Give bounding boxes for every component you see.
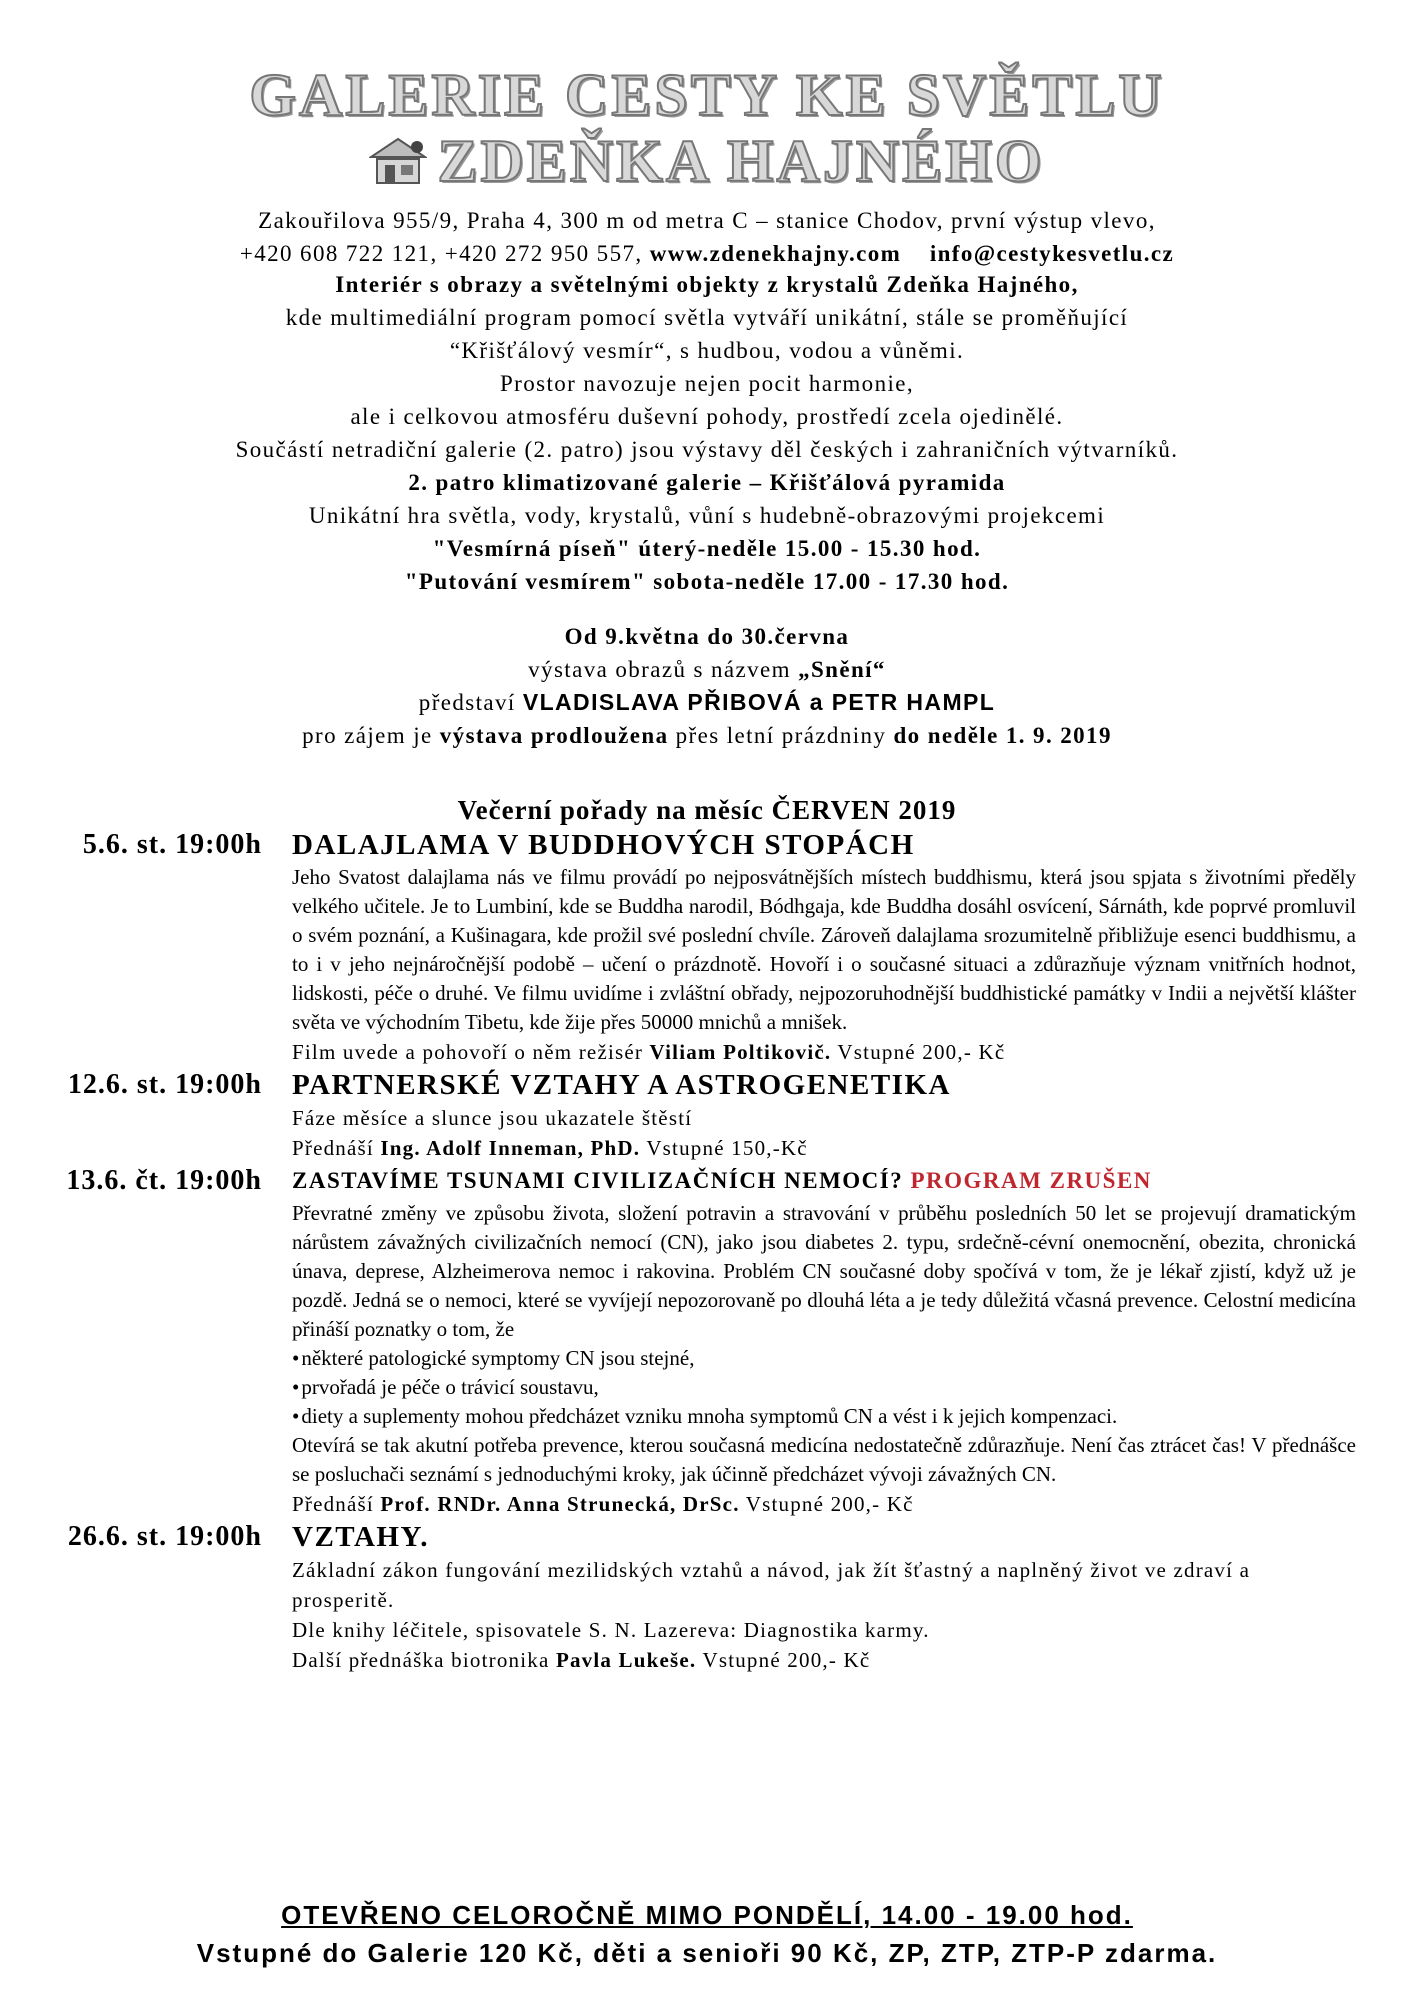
info-text: Film uvede a pohovoří o něm režisér: [292, 1040, 650, 1064]
footer: [0, 1896, 1414, 1972]
event-description-2: Otevírá se tak akutní potřeba prevence, kterou současná medicína nedostatečně zdůrazňuje. Není čas ztrácet čas! V přednášce se posluchači seznámí s jednoduchými kroky, jak účinně předcházet vývoji závažných CN.: [292, 1433, 1356, 1486]
event-info: [292, 1037, 1356, 1067]
presenter-name: Pavla Lukeše.: [555, 1648, 697, 1672]
admission: Vstupné 200,- Kč: [696, 1648, 871, 1672]
event-date: 26.6. st. 19:00h: [67, 1521, 262, 1552]
address: Zakouřilova 955/9, Praha 4, 300 m od metra C – stanice Chodov, první výstup vlevo,: [258, 208, 1156, 233]
exhibition-artists-line: [0, 686, 1414, 719]
info-text: Přednáší: [292, 1492, 381, 1516]
cancelled-badge: PROGRAM ZRUŠEN: [910, 1168, 1152, 1193]
title-row-2: [0, 128, 1414, 194]
opening-hours: OTEVŘENO CELOROČNĚ MIMO PONDĚLÍ, 14.00 - 19.00 hod.: [281, 1900, 1133, 1930]
exhibition-name-line: [0, 653, 1414, 686]
info-text: Další přednáška biotronika: [292, 1648, 556, 1672]
exhibition-block: [0, 620, 1414, 752]
presenter-name: Prof. RNDr. Anna Strunecká, DrSc.: [380, 1492, 740, 1516]
event-2: [0, 1067, 1414, 1163]
intro-line-6: Součástí netradiční galerie (2. patro) jsou výstavy děl českých i zahraničních výtvarníků.: [235, 437, 1179, 462]
intro-line-7: 2. patro klimatizované galerie – Křišťálová pyramida: [408, 470, 1006, 495]
intro-line-8: Unikátní hra světla, vody, krystalů, vůní s hudebně-obrazovými projekcemi: [308, 503, 1106, 528]
gallery-logo-icon: [369, 137, 427, 185]
event-date: 13.6. čt. 19:00h: [66, 1165, 262, 1196]
event-title: DALAJLAMA V BUDDHOVÝCH STOPÁCH: [292, 829, 915, 861]
event-subtitle: Fáze měsíce a slunce jsou ukazatele štěstí: [292, 1106, 693, 1130]
contact-line: [0, 237, 1414, 270]
exhibition-name: „Snění“: [798, 657, 886, 682]
event-info: [292, 1645, 1356, 1675]
intro-line-4: Prostor navozuje nejen pocit harmonie,: [499, 371, 915, 396]
event-date: 12.6. st. 19:00h: [67, 1069, 262, 1100]
event-title: ZASTAVÍME TSUNAMI CIVILIZAČNÍCH NEMOCÍ?: [292, 1168, 904, 1193]
intro-line-5: ale i celkovou atmosféru duševní pohody, prostředí zcela ojedinělé.: [350, 404, 1064, 429]
intro-line-3: “Křišťálový vesmír“, s hudbou, vodou a vůněmi.: [449, 338, 965, 363]
admission: Vstupné 200,- Kč: [739, 1492, 914, 1516]
ext-2: výstava prodloužena: [439, 723, 669, 748]
event-info: [292, 1489, 1356, 1519]
event-source: Dle knihy léčitele, spisovatele S. N. Lazereva: Diagnostika karmy.: [292, 1618, 930, 1642]
event-1: [0, 827, 1414, 1067]
email-link[interactable]: info@cestykesvetlu.cz: [929, 241, 1175, 266]
header: [0, 62, 1414, 270]
presenter-name: Viliam Poltikovič.: [649, 1040, 832, 1064]
bullet-item: • diety a suplementy mohou předcházet vzniku mnoha symptomů CN a vést i k jejich kompenzaci.: [292, 1402, 1356, 1431]
event-title: PARTNERSKÉ VZTAHY A ASTROGENETIKA: [292, 1069, 951, 1101]
event-date: 5.6. st. 19:00h: [82, 829, 262, 860]
admission-prices: Vstupné do Galerie 120 Kč, děti a senioři 90 Kč, ZP, ZTP, ZTP-P zdarma.: [196, 1938, 1218, 1968]
intro-line-1: Interiér s obrazy a světelnými objekty z krystalů Zdeňka Hajného,: [335, 272, 1079, 297]
events-section: [0, 765, 1414, 1675]
ext-4: do neděle 1. 9. 2019: [893, 723, 1112, 748]
event-title-line: [292, 1163, 1356, 1199]
event-title: VZTAHY.: [292, 1521, 430, 1553]
exhibition-dates: Od 9.května do 30.června: [564, 624, 850, 649]
artists-prefix: představí: [418, 690, 523, 715]
presenter-name: Ing. Adolf Inneman, PhD.: [380, 1136, 641, 1160]
artists: VLADISLAVA PŘIBOVÁ a PETR HAMPL: [522, 689, 996, 715]
info-text: Přednáší: [292, 1136, 381, 1160]
intro-block: [0, 268, 1414, 598]
intro-line-10: "Putování vesmírem" sobota-neděle 17.00 - 17.30 hod.: [404, 569, 1010, 594]
exhibition-extension: [0, 719, 1414, 752]
exhibition-name-prefix: výstava obrazů s názvem: [528, 657, 799, 682]
website-link[interactable]: www.zdenekhajny.com: [649, 241, 902, 266]
events-heading: Večerní pořady na měsíc ČERVEN 2019: [457, 795, 957, 825]
admission: Vstupné 150,-Kč: [640, 1136, 808, 1160]
title-line-2: ZDEŇKA HAJNÉHO: [437, 128, 1045, 194]
event-info: [292, 1133, 1356, 1163]
event-4: [0, 1519, 1414, 1675]
bullet-item: • prvořadá je péče o trávicí soustavu,: [292, 1373, 1356, 1402]
admission: Vstupné 200,- Kč: [831, 1040, 1006, 1064]
event-description: Jeho Svatost dalajlama nás ve filmu provádí po nejposvátnějších místech buddhismu, která jsou spjata s životními předěly velkého učitele. Je to Lumbiní, kde se Buddha narodil, Bódhgaja, kde Buddha dosáhl osvícení, Sárnáth, kde poprvé promluvil o svém poznání, a Kušinagara, kde prožil své poslední chvíle. Zároveň dalajlama srozumitelně přibližuje esenci buddhismu, a to i v jeho nejnáročnější podobě – učení o prázdnotě. Hovoří i o současné situaci a zdůrazňuje význam vnitřních hodnot, lidskosti, péče o druhé. Ve filmu uvidíme i zvláštní obřady, nejpozoruhodnější buddhistické památky v Indii a největší klášter světa ve východním Tibetu, kde žije přes 50000 mnichů a mnišek.: [292, 865, 1356, 1034]
title-line-1: GALERIE CESTY KE SVĚTLU: [249, 62, 1165, 128]
intro-line-2: kde multimediální program pomocí světla vytváří unikátní, stále se proměňující: [285, 305, 1129, 330]
ext-1: pro zájem je: [302, 723, 440, 748]
intro-line-9: "Vesmírná píseň" úterý-neděle 15.00 - 15.30 hod.: [432, 536, 982, 561]
ext-3: přes letní prázdniny: [668, 723, 894, 748]
event-3: [0, 1163, 1414, 1519]
event-description: Základní zákon fungování mezilidských vztahů a návod, jak žít šťastný a naplněný život ve zdraví a prosperitě.: [292, 1558, 1251, 1612]
phone-numbers: +420 608 722 121, +420 272 950 557,: [239, 241, 643, 266]
event-description: Převratné změny ve způsobu života, složení potravin a stravování v průběhu posledních 50 let se projevují dramatickým nárůstem závažných civilizačních nemocí (CN), jako jsou diabetes 2. typu, srdečně-cévní onemocnění, obezita, chronická únava, deprese, Alzheimerova nemoc i rakovina. Problém CN současné doby spočívá v tom, že je lékař zjistí, když už je pozdě. Jedná se o nemoci, které se vyvíjejí nepozorovaně po dlouhá léta a je tedy důležitá včasná prevence. Celostní medicína přináší poznatky o tom, že: [292, 1201, 1356, 1341]
bullet-item: • některé patologické symptomy CN jsou stejné,: [292, 1344, 1356, 1373]
